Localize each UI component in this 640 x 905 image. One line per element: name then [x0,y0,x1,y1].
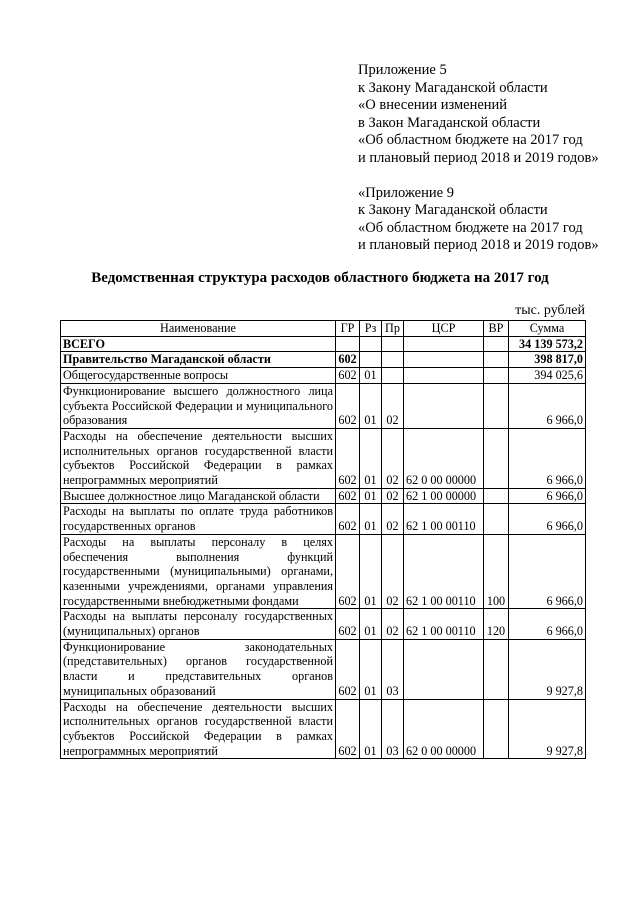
row-rz: 01 [360,488,382,504]
row-pr: 02 [382,383,404,428]
row-csr [404,336,484,352]
appendix-line: «Об областном бюджете на 2017 год [358,132,583,149]
row-gr: 602 [336,352,360,368]
row-name: Функционирование законодательных (представительных) органов государственной власти и представительных органов муниципальных образований [61,639,336,699]
row-rz: 01 [360,428,382,488]
row-csr [404,383,484,428]
table-row [61,534,586,609]
row-csr: 62 0 00 00000 [404,699,484,759]
row-rz: 01 [360,699,382,759]
row-rz: 01 [360,609,382,639]
row-sum: 398 817,0 [509,352,586,368]
units-label: тыс. рублей [515,303,585,318]
row-name: Расходы на выплаты персоналу государственных (муниципальных) органов [61,609,336,639]
row-gr: 602 [336,368,360,384]
row-name: Высшее должностное лицо Магаданской области [61,488,336,504]
row-gr: 602 [336,534,360,609]
row-gr: 602 [336,383,360,428]
column-header-name: Наименование [61,321,336,337]
row-vr [484,336,509,352]
row-rz [360,352,382,368]
row-rz: 01 [360,368,382,384]
row-pr: 02 [382,609,404,639]
row-pr: 02 [382,488,404,504]
row-pr: 02 [382,534,404,609]
row-rz: 01 [360,639,382,699]
table-row [61,368,586,384]
row-name: Правительство Магаданской области [61,352,336,368]
row-rz: 01 [360,534,382,609]
appendix-line: «О внесении изменений [358,97,508,114]
row-pr [382,352,404,368]
row-vr [484,504,509,534]
original-appendix-line: и плановый период 2018 и 2019 годов» [358,237,599,254]
column-header-vr: ВР [484,321,509,337]
row-sum: 9 927,8 [509,639,586,699]
row-vr [484,352,509,368]
table-row [61,383,586,428]
row-csr: 62 0 00 00000 [404,428,484,488]
table-header-row [61,321,586,337]
table-row [61,488,586,504]
row-name: ВСЕГО [61,336,336,352]
row-csr [404,352,484,368]
row-name: Расходы на выплаты по оплате труда работников государственных органов [61,504,336,534]
row-sum: 6 966,0 [509,428,586,488]
row-vr [484,639,509,699]
row-vr [484,383,509,428]
row-csr: 62 1 00 00110 [404,534,484,609]
row-name: Расходы на обеспечение деятельности высших исполнительных органов государственной власти субъектов Российской Федерации в рамках непрограммных мероприятий [61,428,336,488]
row-sum: 394 025,6 [509,368,586,384]
table-row [61,609,586,639]
row-gr: 602 [336,504,360,534]
table-row [61,352,586,368]
row-gr: 602 [336,699,360,759]
row-vr [484,368,509,384]
row-pr [382,368,404,384]
row-csr: 62 1 00 00110 [404,504,484,534]
appendix-line: к Закону Магаданской области [358,79,548,96]
row-rz [360,336,382,352]
appendix-header [358,62,599,255]
row-sum: 6 966,0 [509,609,586,639]
row-pr: 02 [382,428,404,488]
row-vr: 100 [484,534,509,609]
row-sum: 6 966,0 [509,383,586,428]
table-row [61,699,586,759]
row-pr: 03 [382,699,404,759]
appendix-line: и плановый период 2018 и 2019 годов» [358,149,599,166]
row-vr [484,488,509,504]
row-vr [484,428,509,488]
row-csr [404,639,484,699]
row-gr [336,336,360,352]
table-body [61,336,586,759]
column-header-csr: ЦСР [404,321,484,337]
column-header-rz: Рз [360,321,382,337]
row-gr: 602 [336,609,360,639]
row-sum: 6 966,0 [509,534,586,609]
row-sum: 9 927,8 [509,699,586,759]
row-sum: 6 966,0 [509,488,586,504]
row-rz: 01 [360,383,382,428]
row-pr: 02 [382,504,404,534]
row-pr [382,336,404,352]
column-header-sum: Сумма [509,321,586,337]
table-row [61,336,586,352]
row-gr: 602 [336,639,360,699]
row-sum: 6 966,0 [509,504,586,534]
row-sum: 34 139 573,2 [509,336,586,352]
row-name: Общегосударственные вопросы [61,368,336,384]
table-row [61,639,586,699]
row-pr: 03 [382,639,404,699]
column-header-gr: ГР [336,321,360,337]
column-header-pr: Пр [382,321,404,337]
original-appendix-line: «Приложение 9 [358,184,454,201]
row-csr: 62 1 00 00110 [404,609,484,639]
row-gr: 602 [336,488,360,504]
row-name: Расходы на выплаты персоналу в целях обеспечения выполнения функций государственными (муниципальными) органами, казенными учреждениями, органами управления государственными внебюджетными фондами [61,534,336,609]
row-name: Расходы на обеспечение деятельности высших исполнительных органов государственной власти субъектов Российской Федерации в рамках непрограммных мероприятий [61,699,336,759]
row-gr: 602 [336,428,360,488]
row-vr: 120 [484,609,509,639]
table-row [61,428,586,488]
original-appendix-line: к Закону Магаданской области [358,202,548,219]
row-name: Функционирование высшего должностного лица субъекта Российской Федерации и муниципального образования [61,383,336,428]
row-csr: 62 1 00 00000 [404,488,484,504]
row-csr [404,368,484,384]
row-vr [484,699,509,759]
original-appendix-line: «Об областном бюджете на 2017 год [358,219,583,236]
appendix-line: в Закон Магаданской области [358,114,541,131]
row-rz: 01 [360,504,382,534]
appendix-line: Приложение 5 [358,62,447,78]
document-title: Ведомственная структура расходов областного бюджета на 2017 год [91,270,549,286]
budget-table [60,320,586,759]
table-row [61,504,586,534]
